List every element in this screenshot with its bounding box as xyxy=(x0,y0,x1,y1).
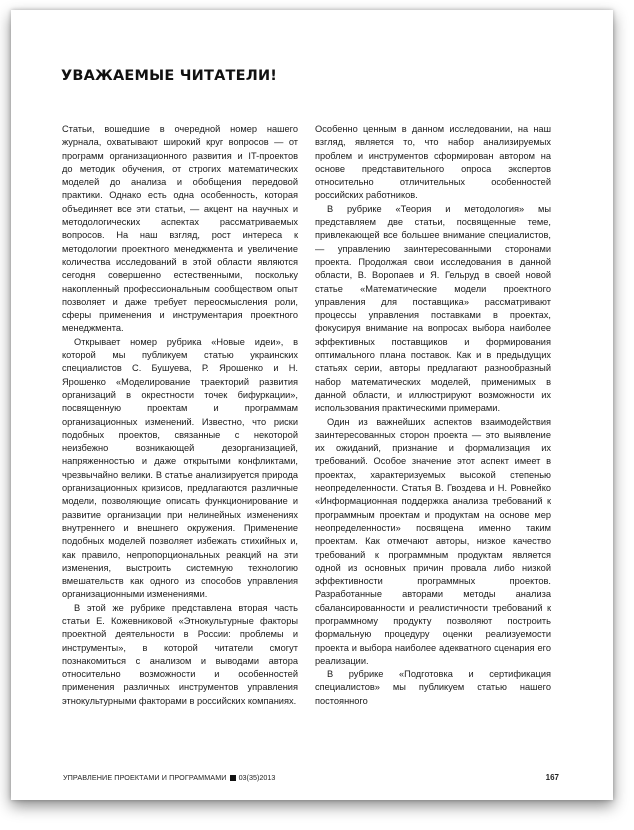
journal-page xyxy=(11,10,613,800)
paragraph: Статьи, вошедшие в очередной номер нашего журнала, охватывают широкий круг вопросов — от программ организационного развития и IT-проектов до методик обучения, от строгих математических моделей до анализа и обобщения передовой практики. Однако есть одна особенность, которая объединяет все эти статьи, — акцент на научных и методологических аспектах рассматриваемых вопросов. На наш взгляд, рост интереса к методологии проектного менеджмента и увеличение количества исследований в этой области являются сегодня совершенно естественными, поскольку накопленный профессиональным сообществом опыт позволяет и даже требует переосмысления роли, сферы применения и инструментария проектного менеджмента. xyxy=(62,124,298,334)
issue-number: 03(35)2013 xyxy=(238,773,276,782)
paragraph: Один из важнейших аспектов взаимодействия заинтересованных сторон проекта — это выявление их ожиданий, признание и формализация их требований. Особое значение этот аспект имеет в проектах, характеризуемых высокой степенью неопределенности. Статья В. Гвоздева и Н. Ровнейко «Информационная поддержка анализа требований к программным проектам и продуктам на основе мер неопределенности» посвящена именно таким проектам. Как отмечают авторы, низкое качество требований к программным продуктам является одной из основных причин провала либо низкой эффективности программных проектов. Разработанные авторами методы анализа сбалансированности и реалистичности требований к программному продукту позволяют построить формальную процедуру оценки реализуемости проекта и выбора наиболее адекватного сценария его реализации. xyxy=(315,416,551,666)
text-column-right xyxy=(315,123,551,708)
paragraph: В рубрике «Теория и методология» мы представляем две статьи, посвященные теме, привлекающей все большее внимание специалистов, — управлению заинтересованными сторонами проекта. Продолжая свои исследования в данной области, В. Воропаев и Я. Гельруд в своей новой статье «Математические модели проектного управления для поставщика» рассматривают процессы управления поставками в проектах, фокусируя внимание на вопросах выбора наиболее эффективных поставщиков и формирования оптимального плана поставок. Как и в предыдущих статьях серии, авторы предлагают разнообразный набор математических моделей, применимых в данной области, и иллюстрируют возможности их использования практическими примерами. xyxy=(315,203,551,414)
paragraph: Открывает номер рубрика «Новые идеи», в которой мы публикуем статью украинских специалистов С. Бушуева, Р. Ярошенко и Н. Ярошенко «Моделирование траекторий развития организаций в окрестности точек бифуркации», посвященную проектам и программам организационных изменений. Известно, что риски подобных проектов, связанные с некоторой неизбежно возникающей дезорганизацией, напряженностью и даже открытыми конфликтами, чрезвычайно велики. В статье анализируется природа организационных кризисов, предлагаются различные модели, позволяющие описать функционирование и развитие организации при нелинейных изменениях внутреннего и внешнего окружения. Применение подобных моделей позволяет избежать стихийных и, как правило, непропорциональных реакций на эти изменения, выстроить системную технологию вмешательств как одного из способов управления организационными изменениями. xyxy=(62,336,298,600)
square-separator-icon xyxy=(230,775,236,781)
text-column-left xyxy=(62,123,298,708)
page-title: УВАЖАЕМЫЕ ЧИТАТЕЛИ! xyxy=(61,68,278,84)
page-number: 167 xyxy=(545,773,559,782)
page-footer xyxy=(63,773,559,782)
paragraph: В рубрике «Подготовка и сертификация специалистов» мы публикуем статью нашего постоянного xyxy=(315,669,551,706)
paragraph: Особенно ценным в данном исследовании, на наш взгляд, является то, что набор анализируемых проблем и инструментов сформирован автором на основе представительного опроса экспертов относительно отличительных особенностей российских работников. xyxy=(315,124,551,201)
paragraph: В этой же рубрике представлена вторая часть статьи Е. Кожевниковой «Этнокультурные факторы проектной деятельности в России: проблемы и инструменты», в которой читатели смогут познакомиться с анализом и выводами автора относительно возможности и особенностей применения различных инструментов управления этнокультурными факторами в российских компаниях. xyxy=(62,602,298,706)
journal-name: УПРАВЛЕНИЕ ПРОЕКТАМИ И ПРОГРАММАМИ xyxy=(63,773,227,782)
